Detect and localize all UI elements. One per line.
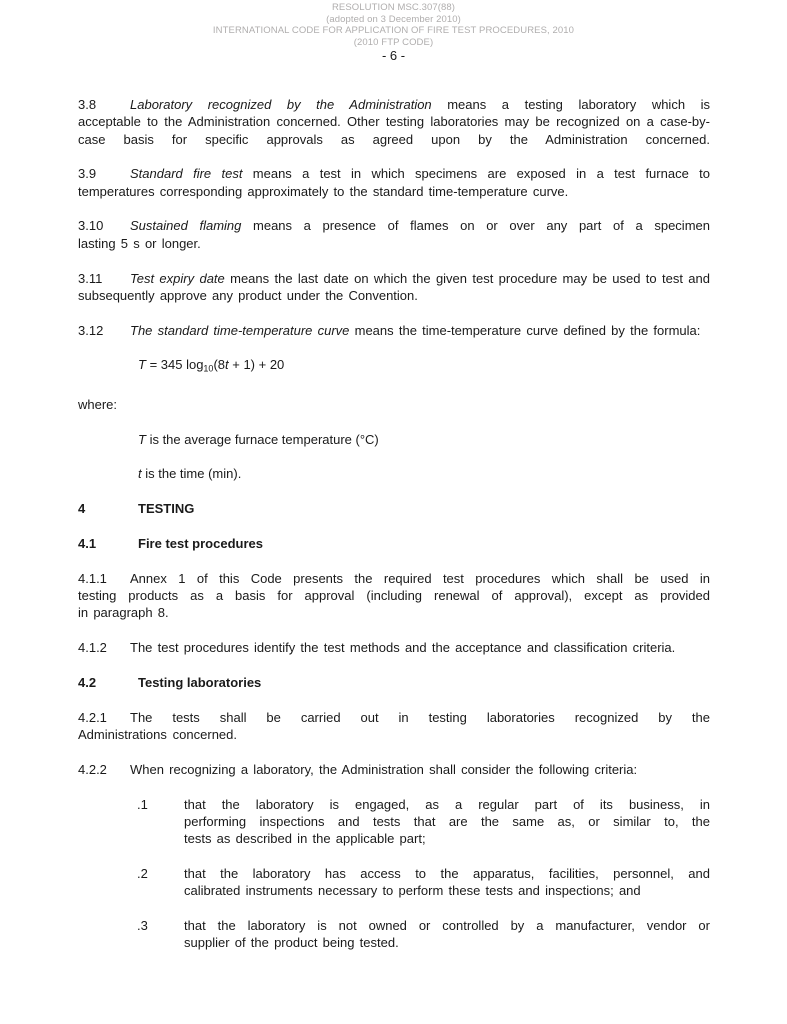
section-title: Fire test procedures [138,535,263,551]
variable-symbol: T [138,431,146,447]
clause-number: 3.11 [78,270,103,286]
page-number: - 6 - [381,48,406,63]
defined-term: The standard time-temperature curve [130,322,350,338]
clause-3-11 [78,270,710,305]
document-header [0,0,787,63]
formula-text: (8 [213,357,225,373]
clause-4-1-2 [78,639,710,656]
formula-variable-T: T [138,357,146,373]
clause-number: 4.2.1 [78,709,107,725]
formula-text: + 1) + 20 [228,357,285,373]
clause-text: The tests shall be carried out in testing laboratories recognized by the Administrations concerned. [78,709,710,743]
formula-variable-t: t [225,357,229,373]
variable-description: is the time (min). [141,466,242,482]
formula-text: = 345 log [145,357,204,373]
criteria-list-item-1 [78,796,710,848]
clause-text: means the time-temperature curve defined by the formula: [349,322,701,338]
list-item-text: that the laboratory is engaged, as a regular part of its business, in performing inspections and tests that are the same as, or similar to, the tests as described in the applicable part; [184,796,710,847]
time-temperature-formula [138,356,710,378]
clause-4-2-2 [78,761,710,778]
clause-4-2-1 [78,709,710,744]
clause-number: 3.8 [78,97,97,112]
defined-term: Standard fire test [130,166,243,182]
clause-number: 4.1.2 [78,640,107,656]
section-title: TESTING [138,501,195,517]
list-item-text: that the laboratory is not owned or controlled by a manufacturer, vendor or supplier of the product being tested. [184,918,710,951]
section-heading-4-2 [78,674,710,691]
section-heading-4 [78,500,710,517]
clause-text: The test procedures identify the test methods and the acceptance and classification criteria. [130,640,676,656]
section-heading-4-1 [78,535,710,552]
clause-number: 3.10 [78,218,104,234]
section-number: 4.1 [78,535,97,551]
where-text: where: [78,396,118,412]
clause-text: means a test in which specimens are exposed in a test furnace to temperatures corresponding approximately to the standard time-temperature curve. [78,166,710,199]
clause-text: means a presence of flames on or over any part of a specimen lasting 5 s or longer. [78,218,710,251]
formula-log-subscript: 10 [203,363,214,374]
clause-3-12 [78,322,710,339]
defined-term: Laboratory recognized by the Administration [130,97,432,112]
variable-symbol: t [138,466,142,482]
variable-description: is the average furnace temperature (°C) [145,431,379,447]
variable-definition-t [138,465,710,482]
list-item-number: .1 [137,796,148,812]
clause-text: means a testing laboratory which is acceptable to the Administration concerned. Other testing laboratories may be recognized on a case-by-case basis for specific approvals as agreed upon by the Administration concerned. [78,97,710,147]
clause-text: means the last date on which the given test procedure may be used to test and subsequently approve any product under the Convention. [78,270,710,303]
criteria-list-item-3 [78,917,710,952]
clause-number: 3.12 [78,322,104,338]
list-item-text: that the laboratory has access to the apparatus, facilities, personnel, and calibrated instruments necessary to perform these tests and inspections; and [184,866,710,899]
clause-text: Annex 1 of this Code presents the required test procedures which shall be used in testing products as a basis for approval (including renewal of approval), except as provided in paragraph 8. [78,570,710,621]
section-number: 4.2 [78,674,97,690]
section-title: Testing laboratories [138,674,262,690]
variable-definition-T [138,431,710,448]
defined-term: Test expiry date [130,270,225,286]
clause-number: 3.9 [78,166,97,182]
clause-3-8 [78,96,710,148]
clause-3-10 [78,217,710,252]
header-code-abbreviation: (2010 FTP CODE) [353,36,434,48]
clause-number: 4.1.1 [78,570,107,586]
header-resolution-title: RESOLUTION MSC.307(88) [331,2,456,13]
criteria-list-item-2 [78,865,710,900]
header-code-title: INTERNATIONAL CODE FOR APPLICATION OF FIRE TEST PROCEDURES, 2010 [212,25,575,36]
list-item-number: .2 [137,866,148,882]
clause-4-1-1 [78,570,710,622]
clause-3-9 [78,165,710,200]
defined-term: Sustained flaming [130,218,242,234]
document-body [78,96,710,952]
section-number: 4 [78,501,86,517]
clause-text: When recognizing a laboratory, the Administration shall consider the following criteria: [130,761,638,777]
where-label [78,396,710,413]
header-adoption-date: (adopted on 3 December 2010) [326,13,461,25]
list-item-number: .3 [137,918,148,934]
clause-number: 4.2.2 [78,761,107,777]
